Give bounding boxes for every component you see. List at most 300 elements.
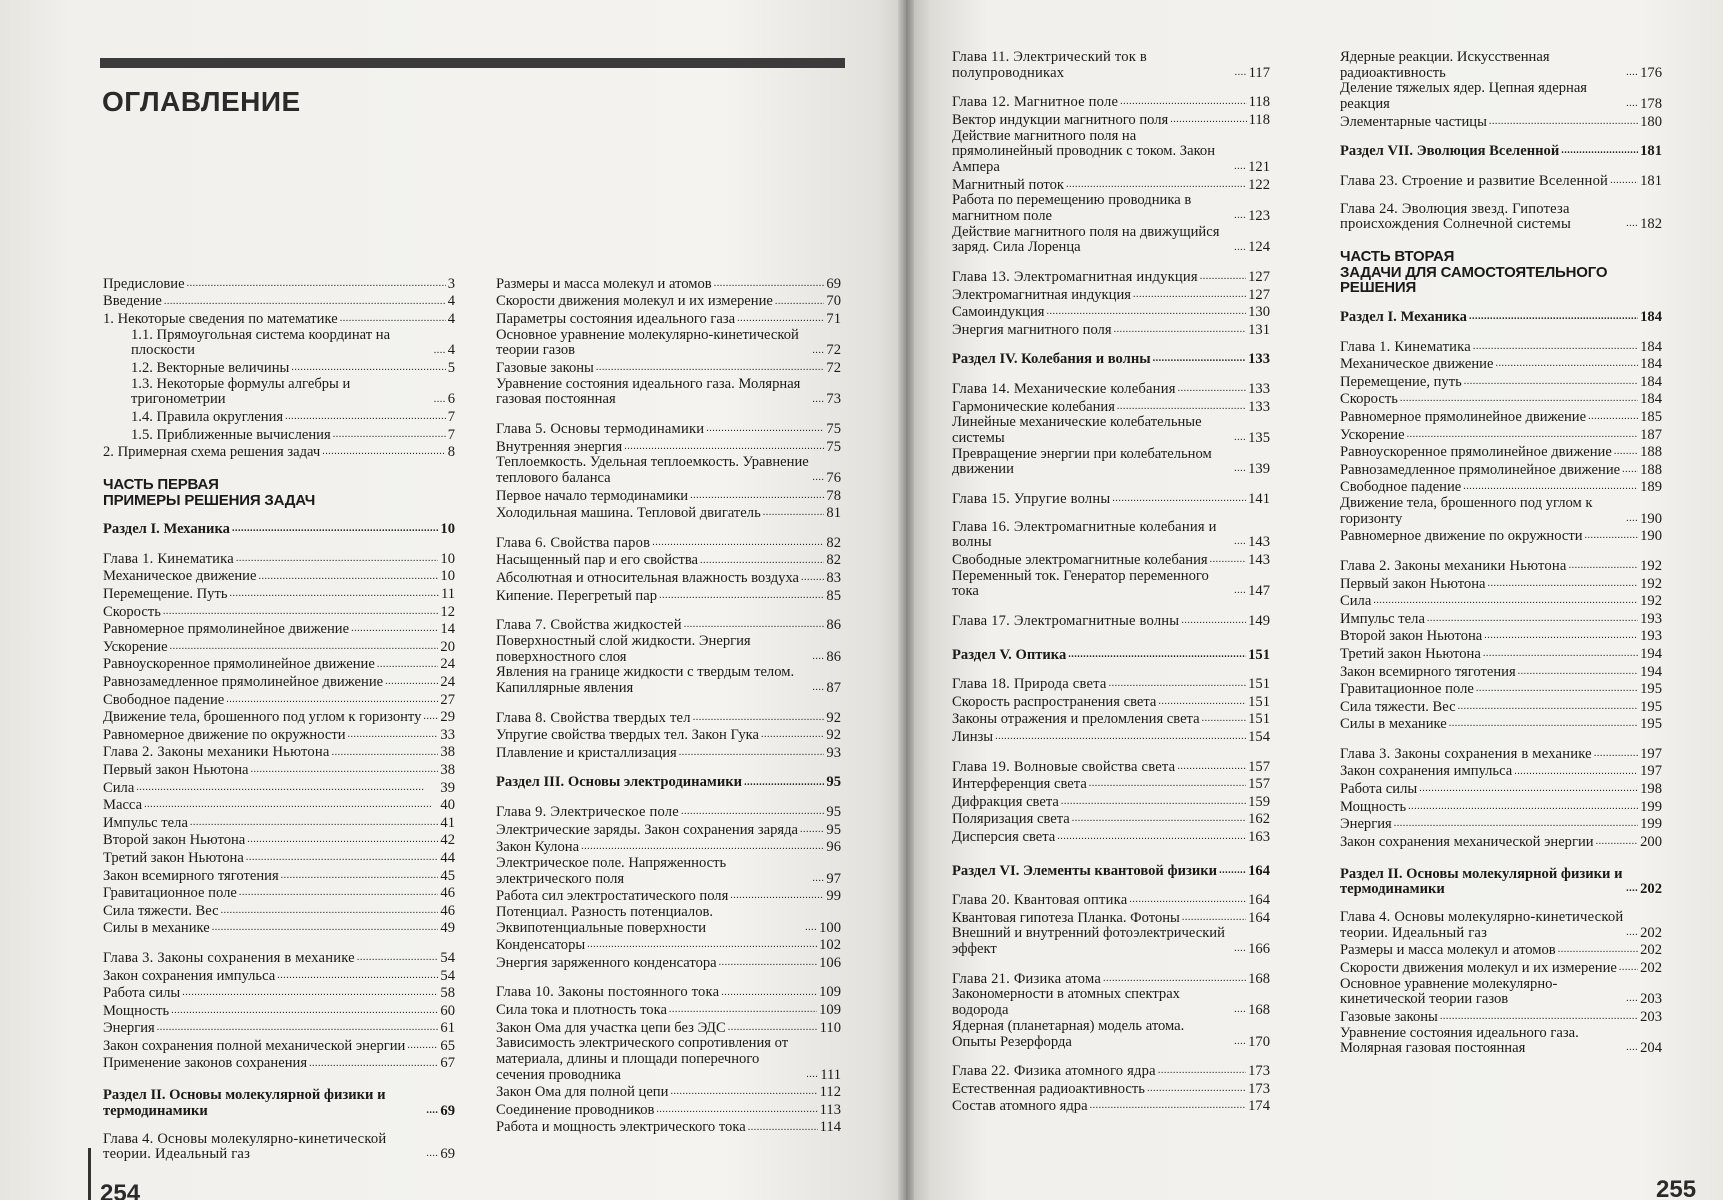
toc-entry-title: Раздел II. Основы молекулярной физики и термодинамики [1340,865,1623,898]
page-number-right: 255 [1656,1176,1697,1200]
toc-section [952,646,1270,664]
dot-leader [426,1102,438,1117]
toc-page-number: 29 [440,709,455,726]
dot-leader [1178,380,1246,395]
toc-entry-title: Холодильная машина. Тепловой двигатель [496,505,761,522]
toc-entry [496,569,841,587]
toc-page-number: 7 [447,426,455,443]
dot-leader [995,728,1246,743]
toc-entry-title: Силы в механике [1340,716,1447,733]
toc-chapter [496,709,841,727]
toc-entry-title: Вектор индукции магнитного поля [952,111,1169,128]
toc-page-number: 203 [1640,1008,1662,1025]
toc-page-number: 195 [1640,716,1662,733]
dot-leader [1090,1097,1247,1112]
toc-entry [1340,527,1662,545]
toc-chapter [103,949,455,967]
toc-entry [103,967,455,985]
toc-page-number: 67 [440,1055,455,1072]
toc-page-number: 6 [447,391,455,408]
dot-leader [1419,780,1638,795]
toc-entry-title: Закон сохранения механической энергии [1340,833,1594,850]
page-title: ОГЛАВЛЕНИЕ [102,86,301,117]
toc-entry [952,1080,1270,1098]
toc-entry-title: 1.5. Приближенные вычисления [131,426,331,443]
toc-entry [103,328,455,359]
toc-page-number: 114 [819,1119,841,1136]
toc-entry-title: Глава 21. Физика атома [952,970,1102,987]
toc-entry [496,1036,841,1083]
dot-leader [812,342,824,357]
toc-entry [1340,1008,1662,1026]
toc-entry [952,569,1270,600]
toc-chapter [952,970,1270,988]
toc-entry-title: Глава 2. Законы механики Ньютона [103,744,330,761]
dot-leader [1626,215,1638,230]
dot-leader [1234,429,1246,444]
dot-leader [1594,745,1638,760]
toc-entry-title: Абсолютная и относительная влажность воздуха [496,570,800,587]
dot-leader [212,919,439,934]
toc-entry [496,726,841,744]
toc-entry-title: Глава 3. Законы сохранения в механике [103,949,355,966]
dot-leader [1626,64,1638,79]
dot-leader [348,726,439,741]
toc-entry-title: Гравитационное поле [1340,681,1474,698]
toc-entry-title: Перемещение, путь [1340,373,1462,390]
dot-leader [1181,612,1246,627]
dot-leader [679,744,825,759]
toc-page-number: 117 [1248,64,1270,81]
toc-page-number: 70 [826,293,841,310]
dot-leader [1610,172,1638,187]
toc-entry [103,1055,455,1073]
toc-entry-title: Электрические заряды. Закон сохранения заряда [496,821,799,838]
toc-entry-title: Равномерное движение по окружности [1340,528,1583,545]
dot-leader [737,310,824,325]
toc-entry-title: 2. Примерная схема решения задач [103,444,321,461]
toc-entry-title: Глава 18. Природа света [952,676,1107,693]
toc-entry-title: Теплоемкость. Удельная теплоемкость. Уравнение теплового баланса [496,454,809,487]
toc-page-number: 96 [826,839,841,856]
toc-entry [952,551,1270,569]
toc-page-number: 173 [1248,1063,1270,1080]
toc-entry [103,831,455,849]
toc-entry [103,919,455,937]
toc-entry [1340,610,1662,628]
toc-entry-title: Состав атомного ядра [952,1098,1088,1115]
dot-leader [1407,426,1639,441]
toc-entry-title: Первый закон Ньютона [1340,575,1486,592]
toc-entry-title: Третий закон Ньютона [103,849,244,866]
toc-page-number: 118 [1248,94,1270,111]
toc-entry-title: Ускорение [103,638,168,655]
toc-entry-title: Энергия заряженного конденсатора [496,954,717,971]
toc-entry [496,377,841,408]
toc-entry-title: Глава 12. Магнитное поле [952,94,1119,111]
toc-chapter [496,803,841,821]
toc-entry [1340,715,1662,733]
dot-leader [434,342,446,357]
toc-chapter [1340,910,1662,941]
toc-entry-title: Кипение. Перегретый пар [496,587,658,604]
toc-page-number: 143 [1248,534,1270,551]
toc-page-number: 10 [440,521,455,538]
toc-page-number: 87 [826,680,841,697]
toc-entry-title: Свободное падение [1340,479,1462,496]
toc-entry-title: Сила тока и плотность тока [496,1001,667,1018]
dot-leader [1596,833,1639,848]
dot-leader [340,310,446,325]
dot-leader [1147,1080,1246,1095]
toc-page-number: 192 [1640,575,1662,592]
toc-page-number: 168 [1248,970,1270,987]
toc-entry-title: Глава 19. Волновые свойства света [952,758,1176,775]
toc-chapter [952,1062,1270,1080]
toc-entry-title: Раздел II. Основы молекулярной физики и термодинамики [103,1087,386,1119]
toc-page-number: 151 [1248,676,1270,693]
toc-entry-title: Импульс тела [103,814,188,831]
toc-entry [1340,977,1662,1008]
dot-leader [1057,828,1246,843]
toc-page-number: 39 [440,779,455,796]
toc-page-number: 69 [826,275,841,292]
toc-entry-title: Интерференция света [952,776,1087,793]
toc-entry [952,225,1270,256]
dot-leader [1626,880,1638,895]
part-heading: РЕШЕНИЯ [1340,279,1417,297]
toc-section [103,520,455,538]
dot-leader [748,1119,818,1134]
toc-entry [103,377,455,408]
toc-page-number: 190 [1640,510,1662,527]
toc-entry [952,286,1270,304]
toc-entry-title: Работа силы [103,985,181,1002]
dot-leader [744,774,824,789]
dot-leader [706,420,824,435]
toc-chapter [496,420,841,438]
dot-leader [190,814,438,829]
toc-entry-title: Работа и мощность электрического тока [496,1119,746,1136]
toc-entry [496,838,841,856]
dot-leader [1626,95,1638,110]
dot-leader [652,534,824,549]
toc-page-number: 112 [819,1084,841,1101]
toc-page-number: 181 [1640,172,1662,189]
dot-leader [1569,557,1639,572]
toc-page-number: 95 [826,821,841,838]
toc-entry-title: Действие магнитного поля на прямолинейный проводник с током. Закон Ампера [952,127,1216,175]
toc-page-number: 24 [440,656,455,673]
toc-entry-title: Гравитационное поле [103,885,237,902]
toc-entry-title: Глава 20. Квантовая оптика [952,892,1128,909]
dot-leader [624,438,824,453]
toc-page-number: 168 [1248,1002,1270,1019]
toc-entry-title: Переменный ток. Генератор переменного тока [952,567,1209,600]
toc-entry [952,111,1270,129]
dot-leader [1588,408,1638,423]
toc-entry-title: Работа по перемещению проводника в магнитном поле [952,192,1192,224]
toc-entry-title: Глава 9. Электрическое поле [496,804,679,821]
toc-section [496,774,841,792]
toc-page-number: 5 [447,360,455,377]
dot-leader [1120,93,1247,108]
toc-entry-title: 1.2. Векторные величины [131,360,290,377]
toc-entry-title: Глава 2. Законы механики Ньютона [1340,557,1567,574]
toc-chapter [952,268,1270,286]
toc-page-number: 139 [1248,461,1270,478]
toc-page-number: 194 [1640,645,1662,662]
toc-entry-title: Энергия магнитного поля [952,321,1112,338]
dot-leader [1558,941,1638,956]
toc-entry-title: Равномерное прямолинейное движение [1340,408,1587,425]
dot-leader [322,443,445,458]
dot-leader [1234,1001,1246,1016]
toc-page-number: 45 [440,867,455,884]
toc-section [952,862,1270,880]
toc-entry [1340,833,1662,851]
toc-page-number: 54 [440,949,455,966]
toc-entry-title: Закон сохранения полной механической энергии [103,1037,406,1054]
dot-leader [291,359,445,374]
toc-page-number: 199 [1640,798,1662,815]
toc-page-number: 54 [440,967,455,984]
dot-leader [1626,990,1638,1005]
toc-entry-title: Раздел III. Основы электродинамики [496,774,743,791]
header-rule [100,58,845,68]
toc-page-number: 75 [826,438,841,455]
toc-entry-title: Раздел VII. Эволюция Вселенной [1340,143,1560,160]
toc-entry-title: Глава 13. Электромагнитная индукция [952,269,1198,285]
toc-chapter [952,50,1270,81]
toc-page-number: 109 [819,984,841,1001]
toc-page-number: 185 [1640,408,1662,425]
toc-entry-title: Размеры и масса молекул и атомов [1340,942,1556,959]
toc-entry [1340,815,1662,833]
dot-leader [1072,810,1246,825]
toc-page-number: 188 [1640,444,1662,461]
toc-page-number: 130 [1248,304,1270,321]
toc-entry [952,775,1270,793]
dot-leader [1495,355,1638,370]
dot-leader [171,1002,438,1017]
toc-page-number: 154 [1248,728,1270,745]
toc-page-number: 197 [1640,763,1662,780]
toc-entry [1340,496,1662,527]
dot-leader [281,867,439,882]
toc-page-number: 69 [440,1102,455,1119]
toc-entry [103,849,455,867]
toc-entry [496,293,841,311]
dot-leader [1464,373,1638,388]
dot-leader [1469,308,1638,323]
toc-page-number: 41 [440,814,455,831]
toc-entry [496,821,841,839]
toc-page-number: 10 [440,550,455,567]
toc-chapter [103,550,455,568]
dot-leader [351,620,438,635]
toc-page-number: 200 [1640,833,1662,850]
toc-entry-title: Основное уравнение молекулярно-кинетической теории газов [1340,975,1558,1008]
toc-page-number: 86 [826,617,841,634]
toc-page-number: 202 [1640,881,1662,898]
toc-chapter [952,758,1270,776]
toc-page-number: 159 [1248,793,1270,810]
dot-leader [1170,111,1246,126]
toc-entry-title: Уравнение состояния идеального газа. Молярная газовая постоянная [496,375,801,408]
toc-entry-title: Квантовая гипотеза Планка. Фотоны [952,909,1180,926]
toc-entry [496,1019,841,1037]
toc-entry-title: Глава 17. Электромагнитные волны [952,612,1180,629]
toc-section [1340,867,1662,898]
dot-leader [258,568,438,583]
dot-leader [714,275,825,290]
toc-entry [103,779,455,797]
dot-leader [1234,460,1246,475]
toc-entry [103,726,455,744]
toc-chapter [496,534,841,552]
dot-leader [333,426,446,441]
toc-entry-title: Скорость [103,603,161,620]
toc-page-number: 123 [1248,208,1270,224]
dot-leader [1089,775,1246,790]
toc-entry-title: Перемещение. Путь [103,586,228,603]
toc-section [952,350,1270,368]
dot-leader [587,936,817,951]
toc-entry-title: Закон Ома для полной цепи [496,1084,669,1101]
toc-page-number: 83 [826,570,841,587]
toc-page-number: 184 [1640,373,1662,390]
toc-entry [496,887,841,905]
dot-leader [581,838,824,853]
dot-leader [812,870,824,885]
part-heading: ПРИМЕРЫ РЕШЕНИЯ ЗАДАЧ [103,491,316,509]
toc-entry [1340,798,1662,816]
toc-entry [496,438,841,456]
toc-page-number: 133 [1248,351,1270,368]
toc-entry [496,310,841,328]
dot-leader [170,638,439,653]
toc-entry [103,408,455,426]
dot-leader [728,1019,818,1034]
toc-page-number: 143 [1248,551,1270,568]
dot-leader [1153,350,1246,365]
toc-page-number: 42 [440,832,455,849]
toc-page-number: 109 [819,1001,841,1018]
dot-leader [1177,758,1246,773]
toc-entry [103,673,455,691]
dot-leader [1394,815,1638,830]
toc-entry-title: Первый закон Ньютона [103,761,249,778]
toc-page-number: 163 [1248,828,1270,845]
toc-entry-title: Глава 10. Законы постоянного тока [496,984,720,1001]
toc-section [1340,142,1662,160]
toc-entry-title: Глава 22. Физика атомного ядра [952,1063,1156,1080]
toc-entry-title: Силы в механике [103,920,210,937]
toc-entry [952,810,1270,828]
dot-leader [1114,321,1247,336]
toc-entry [952,1019,1270,1050]
dot-leader [229,585,438,600]
toc-entry-title: Механическое движение [103,568,257,585]
toc-entry-title: Скорости движения молекул и их измерение [1340,959,1617,976]
dot-leader [1585,527,1639,542]
dot-leader [1489,113,1638,128]
toc-page-number: 147 [1248,583,1270,600]
toc-page-number: 122 [1248,176,1270,193]
toc-page-number: 184 [1640,391,1662,408]
toc-page-number: 194 [1640,663,1662,680]
toc-page-number: 27 [440,691,455,708]
dot-leader [1463,478,1638,493]
toc-page-number: 178 [1640,96,1662,113]
toc-page-number: 192 [1640,593,1662,610]
toc-entry-title: Гармонические колебания [952,398,1115,415]
toc-entry [496,936,841,954]
toc-page-number: 82 [826,552,841,569]
dot-leader [1514,763,1638,778]
toc-page-number: 38 [440,744,455,761]
dot-leader [426,1145,438,1160]
toc-entry-title: Глава 15. Упругие волны [952,490,1111,507]
toc-entry [1340,478,1662,496]
dot-leader [251,761,439,776]
toc-entry [952,728,1270,746]
toc-entry [103,620,455,638]
dot-leader [596,359,825,374]
toc-entry-title: Дифракция света [952,793,1059,810]
toc-entry [103,761,455,779]
toc-entry-title: Внутренняя энергия [496,438,623,455]
toc-page-number: 127 [1248,269,1270,285]
toc-entry [103,275,455,293]
toc-entry [496,954,841,972]
toc-entry [1340,680,1662,698]
toc-page-number: 14 [440,621,455,638]
toc-page-number: 4 [447,311,455,328]
dot-leader [1109,675,1247,690]
toc-entry [103,293,455,311]
toc-entry-title: Равноускоренное прямолинейное движение [103,656,375,673]
toc-page-number: 93 [826,744,841,761]
toc-entry [1340,780,1662,798]
toc-chapter [496,616,841,634]
toc-entry-title: Движение тела, брошенного под углом к горизонту [103,709,422,726]
toc-entry [952,193,1270,224]
dot-leader [385,673,438,688]
dot-leader [1440,1008,1638,1023]
dot-leader [1518,663,1638,678]
dot-leader [407,1037,438,1052]
toc-entry-title: Глава 5. Основы термодинамики [496,421,705,438]
dot-leader [656,1101,817,1116]
dot-leader [1103,970,1246,985]
toc-entry-title: 1.3. Некоторые формулы алгебры и тригонометрии [131,375,351,408]
dot-leader [164,293,446,308]
toc-entry [103,796,455,814]
toc-entry-title: Свободные электромагнитные колебания [952,551,1208,568]
toc-entry-title: Сила [1340,593,1372,610]
toc-entry-title: Соединение проводников [496,1101,655,1118]
toc-entry [1340,763,1662,781]
toc-page-number: 97 [826,870,841,887]
toc-chapter [952,380,1270,398]
toc-entry [496,665,841,696]
toc-page-number: 166 [1248,941,1270,958]
page-number-left: 254 [100,1180,141,1200]
toc-entry [952,909,1270,927]
toc-page-number: 85 [826,587,841,604]
